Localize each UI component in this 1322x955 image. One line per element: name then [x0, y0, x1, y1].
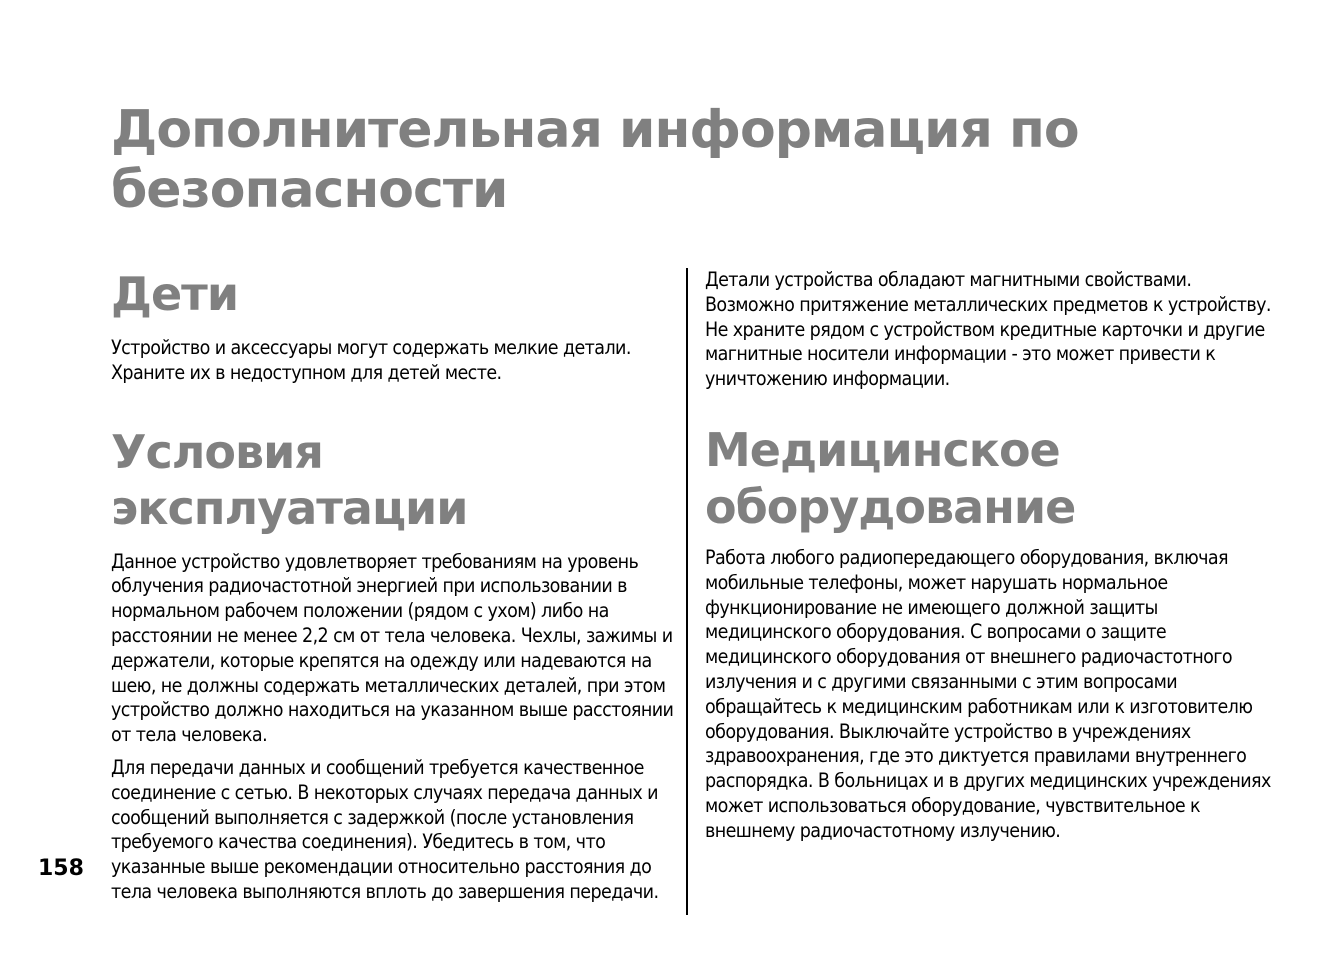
section-text-conditions-1: Данное устройство удовлетворяет требованиям на уровень облучения радиочастотной энергией при использовании в нормальном рабочем положении (рядом с ухом) либо на расстоянии не менее 2,2 см от тела человека. Чехлы, зажимы и держатели, которые крепятся на одежду или надеваются на шею, не должны содержать металлических деталей, при этом устройство должно находиться на указанном выше расстоянии от тела человека. [111, 549, 674, 747]
section-text-magnetic: Детали устройства обладают магнитными свойствами. Возможно притяжение металлических предметов к устройству. Не храните рядом с устройством кредитные карточки и другие магнитные носители информации - это может привести к уничтожению информации. [705, 268, 1271, 391]
section-heading-medical: Медицинское оборудование [705, 422, 1076, 534]
left-column [111, 266, 676, 905]
section-heading-children: Дети [111, 267, 239, 321]
section-text-children: Устройство и аксессуары могут содержать мелкие детали. Храните их в недоступном для детей месте. [111, 336, 631, 384]
right-column [705, 268, 1280, 844]
page-title: Дополнительная информация по безопасности [111, 100, 1079, 220]
section-heading-conditions: Условия эксплуатации [111, 424, 468, 535]
page-number: 158 [38, 856, 84, 881]
column-divider [686, 268, 688, 915]
section-text-medical: Работа любого радиопередающего оборудования, включая мобильные телефоны, может нарушать нормальное функционирование не имеющего должной защиты медицинского оборудования. С вопросами о защите медицинского оборудования от внешнего радиочастотного излучения и с другими связанными с этим вопросами обращайтесь к медицинским работникам или к изготовителю оборудования. Выключайте устройство в учреждениях здравоохранения, где это диктуется правилами внутреннего распорядка. В больницах и в других медицинских учреждениях может использоваться оборудование, чувствительное к внешнему радиочастотному излучению. [705, 545, 1271, 842]
section-text-conditions-2: Для передачи данных и сообщений требуется качественное соединение с сетью. В некоторых случаях передача данных и сообщений выполняется с задержкой (после установления требуемого качества соединения). Убедитесь в том, что указанные выше рекомендации относительно расстояния до тела человека выполняются вплоть до завершения передачи. [111, 755, 659, 903]
